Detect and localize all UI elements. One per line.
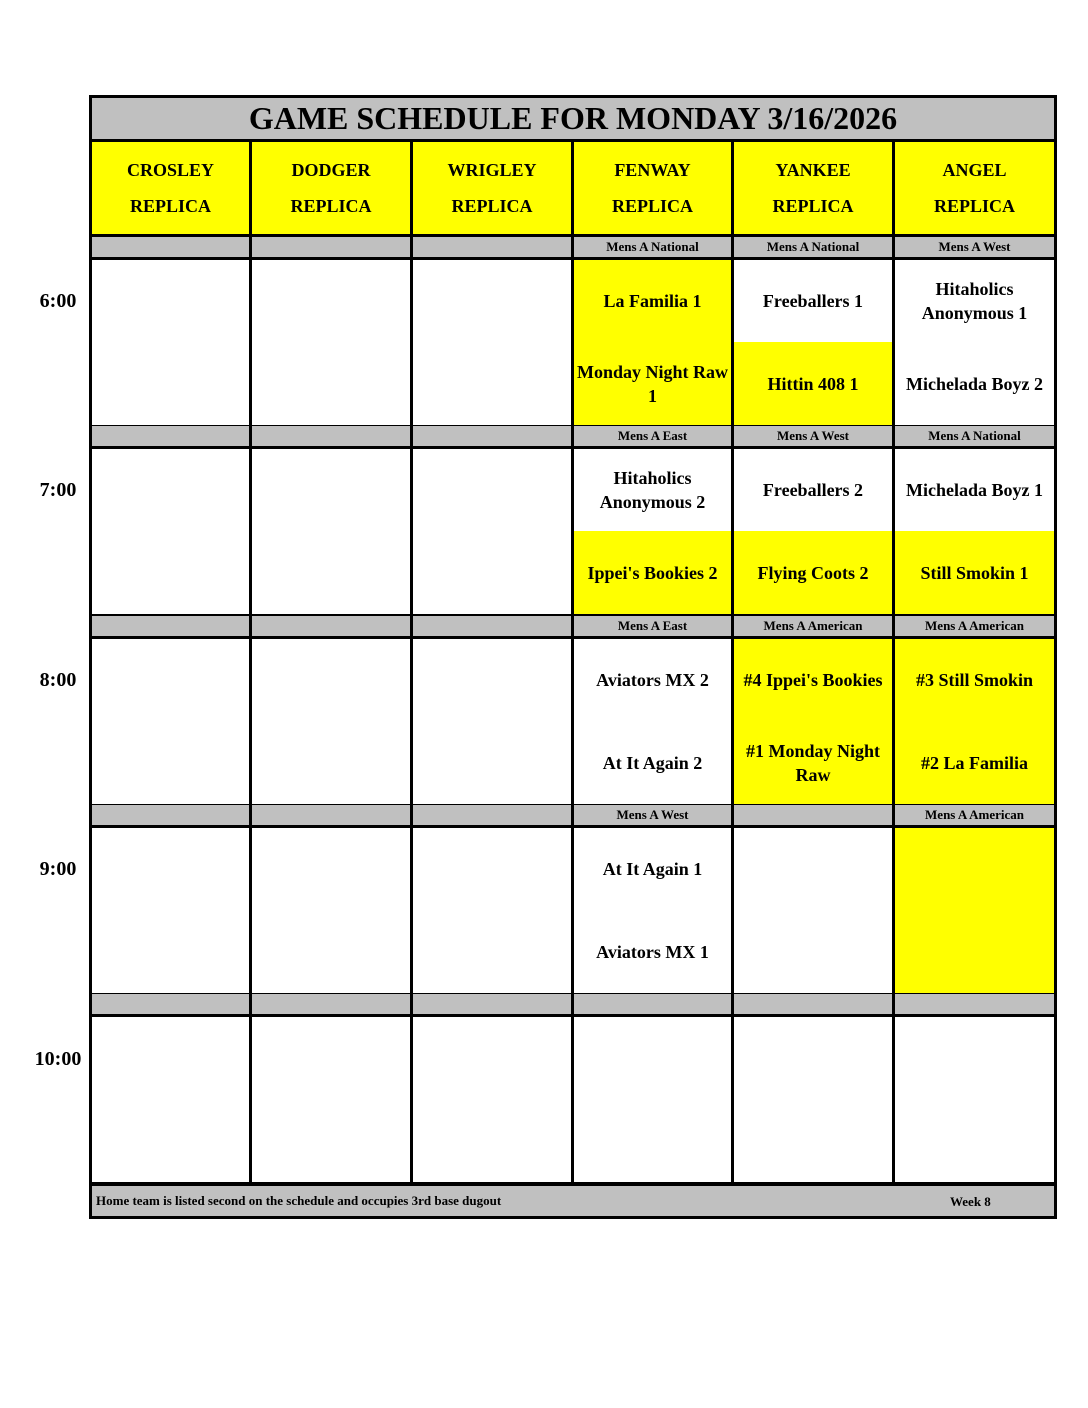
division-label: Mens A East [574,426,731,446]
field-subtitle: REPLICA [772,196,854,216]
team-away: Hitaholics Anonymous 2 [574,449,731,531]
team-away [895,828,1054,910]
division-label [413,237,571,257]
field-header-dodger [252,142,410,234]
empty-slot [92,260,249,425]
empty-slot [92,449,249,614]
team-home [895,910,1054,993]
division-label [252,994,410,1014]
empty-slot [92,1017,249,1182]
field-header-crosley [92,142,249,234]
division-label: Mens A American [895,805,1054,825]
division-label [413,805,571,825]
time-label: 10:00 [34,1048,82,1070]
team-home: Aviators MX 1 [574,910,731,993]
division-label [413,616,571,636]
team-home: #2 La Familia [895,721,1054,804]
schedule-table [89,95,1057,1219]
division-label: Mens A West [895,237,1054,257]
division-label: Mens A National [574,237,731,257]
field-header-fenway [574,142,731,234]
empty-slot [895,1017,1054,1182]
field-name: DODGER [291,160,371,180]
empty-slot [413,449,571,614]
team-home: Monday Night Raw 1 [574,342,731,425]
empty-slot [734,828,892,993]
time-label: 9:00 [39,858,77,880]
division-label [92,237,249,257]
division-label [92,805,249,825]
team-home: Michelada Boyz 2 [895,342,1054,425]
division-label [574,994,731,1014]
empty-slot [92,639,249,804]
empty-slot [413,260,571,425]
division-label [92,426,249,446]
empty-slot [252,260,410,425]
team-away: Freeballers 1 [734,260,892,342]
empty-slot [252,449,410,614]
division-label [413,994,571,1014]
team-away: Michelada Boyz 1 [895,449,1054,531]
team-away: Freeballers 2 [734,449,892,531]
division-label [413,426,571,446]
week-label: Week 8 [950,1194,991,1209]
field-subtitle: REPLICA [611,196,693,216]
team-away: La Familia 1 [574,260,731,342]
field-subtitle: REPLICA [933,196,1015,216]
team-home: Still Smokin 1 [895,531,1054,614]
team-home: #1 Monday Night Raw [734,721,892,804]
field-header-wrigley [413,142,571,234]
division-label [252,805,410,825]
field-name: CROSLEY [126,160,215,180]
time-label: 6:00 [39,290,77,312]
field-name: WRIGLEY [447,160,537,180]
time-label: 7:00 [39,479,77,501]
empty-slot [92,828,249,993]
division-label: Mens A National [895,426,1054,446]
empty-slot [413,828,571,993]
team-away: #3 Still Smokin [895,639,1054,721]
team-home: Flying Coots 2 [734,531,892,614]
empty-slot [413,1017,571,1182]
division-label [734,805,892,825]
division-label: Mens A West [734,426,892,446]
division-label: Mens A West [574,805,731,825]
division-label [734,994,892,1014]
division-label [252,616,410,636]
empty-slot [413,639,571,804]
team-home: Ippei's Bookies 2 [574,531,731,614]
team-away: Hitaholics Anonymous 1 [895,260,1054,342]
field-header-yankee [734,142,892,234]
empty-slot [734,1017,892,1182]
division-label [895,994,1054,1014]
empty-slot [252,1017,410,1182]
empty-slot [252,639,410,804]
division-label: Mens A American [734,616,892,636]
empty-slot [252,828,410,993]
team-home: At It Again 2 [574,721,731,804]
field-subtitle: REPLICA [451,196,533,216]
footer-note: Home team is listed second on the schedule and occupies 3rd base dugout [92,1186,1054,1216]
page-title: GAME SCHEDULE FOR MONDAY 3/16/2026 [92,98,1054,139]
field-subtitle: REPLICA [129,196,211,216]
field-name: YANKEE [775,160,851,180]
division-label [252,426,410,446]
field-name: FENWAY [614,160,691,180]
field-name: ANGEL [942,160,1007,180]
time-label: 8:00 [39,669,77,691]
division-label: Mens A National [734,237,892,257]
division-label [252,237,410,257]
team-home: Hittin 408 1 [734,342,892,425]
field-header-angel [895,142,1054,234]
team-away: At It Again 1 [574,828,731,910]
division-label: Mens A East [574,616,731,636]
division-label [92,994,249,1014]
division-label [92,616,249,636]
field-subtitle: REPLICA [290,196,372,216]
team-away: Aviators MX 2 [574,639,731,721]
empty-slot [574,1017,731,1182]
division-label: Mens A American [895,616,1054,636]
team-away: #4 Ippei's Bookies [734,639,892,721]
